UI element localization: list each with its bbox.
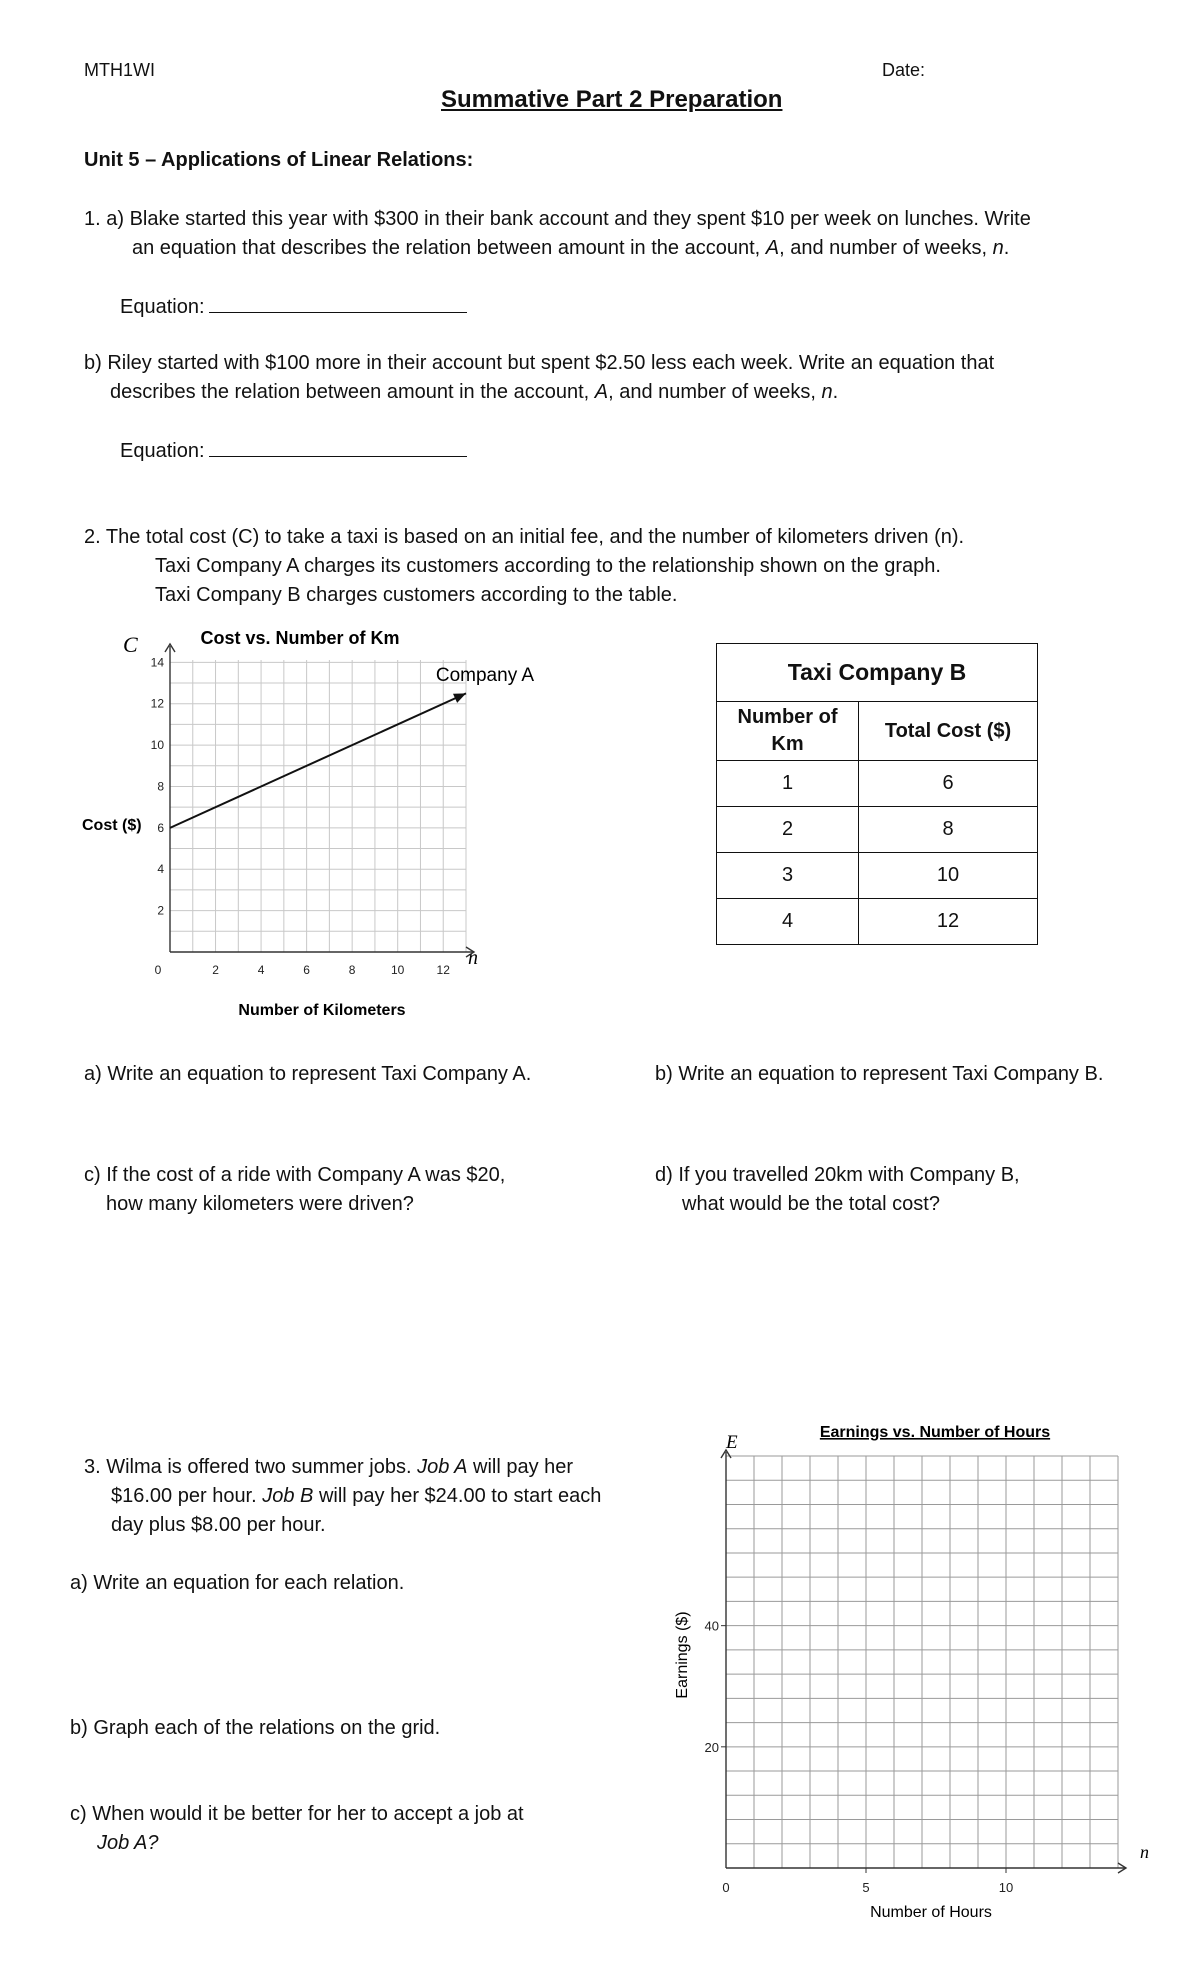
table-row	[717, 899, 1038, 945]
earnings-vs-hours-chart	[640, 1410, 1180, 1930]
q1b-line2: describes the relation between amount in the account, A, and number of weeks, n.	[110, 381, 839, 403]
page-title: Summative Part 2 Preparation	[441, 86, 783, 113]
km-cell: 3	[717, 853, 859, 899]
chart-axes	[165, 644, 474, 957]
cost-cell: 8	[859, 807, 1038, 853]
chart-title: Earnings vs. Number of Hours	[819, 1424, 1051, 1441]
x-axis-label: Number of Kilometers	[238, 1002, 406, 1019]
y-tick-label: 8	[157, 779, 164, 794]
x-tick-label: 12	[436, 963, 450, 977]
col-header-cost: Total Cost ($)	[859, 702, 1038, 761]
q2-part-c-line1: c) If the cost of a ride with Company A was $20,	[84, 1164, 506, 1186]
series-line-company-a	[170, 693, 466, 827]
answer-blank[interactable]	[209, 292, 467, 313]
cost-vs-km-chart	[0, 620, 600, 1040]
equation-label: Equation:	[120, 440, 205, 462]
q1a-equation	[120, 292, 467, 321]
chart-grid	[726, 1456, 1118, 1868]
q3-line1: 3. Wilma is offered two summer jobs. Job A will pay her	[84, 1456, 574, 1478]
q2-line1: 2. The total cost (C) to take a taxi is based on an initial fee, and the number of kilometers driven (n).	[84, 526, 965, 548]
q2-line3: Taxi Company B charges customers according to the table.	[155, 584, 678, 606]
y-axis-label: Cost ($)	[82, 817, 142, 834]
series-label-company-a: Company A	[435, 665, 535, 686]
q3-line3: day plus $8.00 per hour.	[111, 1514, 326, 1536]
y-tick-label: 20	[704, 1739, 719, 1755]
date-label: Date:	[882, 60, 926, 80]
equation-label: Equation:	[120, 296, 205, 318]
km-cell: 2	[717, 807, 859, 853]
cost-cell: 10	[859, 853, 1038, 899]
q2-part-d-line1: d) If you travelled 20km with Company B,	[655, 1164, 1020, 1186]
y-axis-label: Earnings ($)	[674, 1611, 691, 1699]
table-row	[717, 807, 1038, 853]
unit-heading: Unit 5 – Applications of Linear Relations:	[84, 149, 474, 171]
y-tick-label: 2	[157, 903, 164, 918]
y-tick-label: 4	[157, 862, 164, 877]
x-tick-label: 8	[348, 963, 356, 977]
q3-part-a: a) Write an equation for each relation.	[70, 1572, 405, 1594]
x-tick-label: 0	[154, 963, 162, 977]
y-tick-label: 14	[150, 655, 164, 670]
q2-part-d-line2: what would be the total cost?	[682, 1193, 940, 1215]
table-row	[717, 853, 1038, 899]
x-tick-label: 10	[391, 963, 405, 977]
y-tick-label: 6	[157, 820, 164, 835]
y-tick-label: 12	[150, 696, 164, 711]
q3-part-c-line1: c) When would it be better for her to accept a job at	[70, 1803, 524, 1825]
q1a-line1: 1. a) Blake started this year with $300 in their bank account and they spent $10 per week on lunches. Write	[84, 208, 1031, 230]
chart-series	[170, 693, 466, 827]
x-tick-label: 0	[722, 1880, 730, 1895]
x-tick-label: 5	[862, 1880, 870, 1895]
cost-cell: 6	[859, 761, 1038, 807]
q1b-line1: b) Riley started with $100 more in their account but spent $2.50 less each week. Write an equation that	[84, 352, 995, 374]
x-axis-variable: n	[1140, 1842, 1149, 1862]
q2-part-b: b) Write an equation to represent Taxi Company B.	[655, 1063, 1104, 1085]
x-axis-label: Number of Hours	[870, 1904, 992, 1921]
q3-line2: $16.00 per hour. Job B will pay her $24.00 to start each	[111, 1485, 602, 1507]
chart-tick-labels	[705, 1619, 1014, 1895]
x-tick-label: 2	[212, 963, 219, 977]
answer-blank[interactable]	[209, 436, 467, 457]
chart-grid	[170, 660, 466, 952]
x-axis-variable: n	[468, 947, 478, 969]
y-axis-variable: E	[726, 1432, 738, 1453]
x-tick-label: 6	[303, 963, 310, 977]
course-code: MTH1WI	[84, 60, 155, 80]
chart-title: Cost vs. Number of Km	[200, 628, 400, 648]
q1a-line2: an equation that describes the relation between amount in the account, A, and number of weeks, n.	[132, 237, 1010, 259]
taxi-company-b-table	[716, 643, 1038, 945]
q1b-equation	[120, 436, 467, 465]
y-tick-label: 40	[704, 1618, 719, 1634]
table-caption: Taxi Company B	[717, 644, 1038, 702]
q3-part-b: b) Graph each of the relations on the grid.	[70, 1717, 441, 1739]
km-cell: 4	[717, 899, 859, 945]
y-tick-label: 10	[150, 738, 164, 753]
km-cell: 1	[717, 761, 859, 807]
x-tick-label: 4	[257, 963, 265, 977]
q2-line2: Taxi Company A charges its customers according to the relationship shown on the graph.	[155, 555, 941, 577]
table-row	[717, 761, 1038, 807]
q2-part-a: a) Write an equation to represent Taxi Company A.	[84, 1063, 532, 1085]
cost-cell: 12	[859, 899, 1038, 945]
q3-part-c-line2: Job A?	[97, 1832, 159, 1854]
x-tick-label: 10	[998, 1880, 1014, 1895]
col-header-km: Number of Km	[717, 702, 859, 761]
q2-part-c-line2: how many kilometers were driven?	[106, 1193, 414, 1215]
y-axis-variable: C	[123, 632, 138, 657]
